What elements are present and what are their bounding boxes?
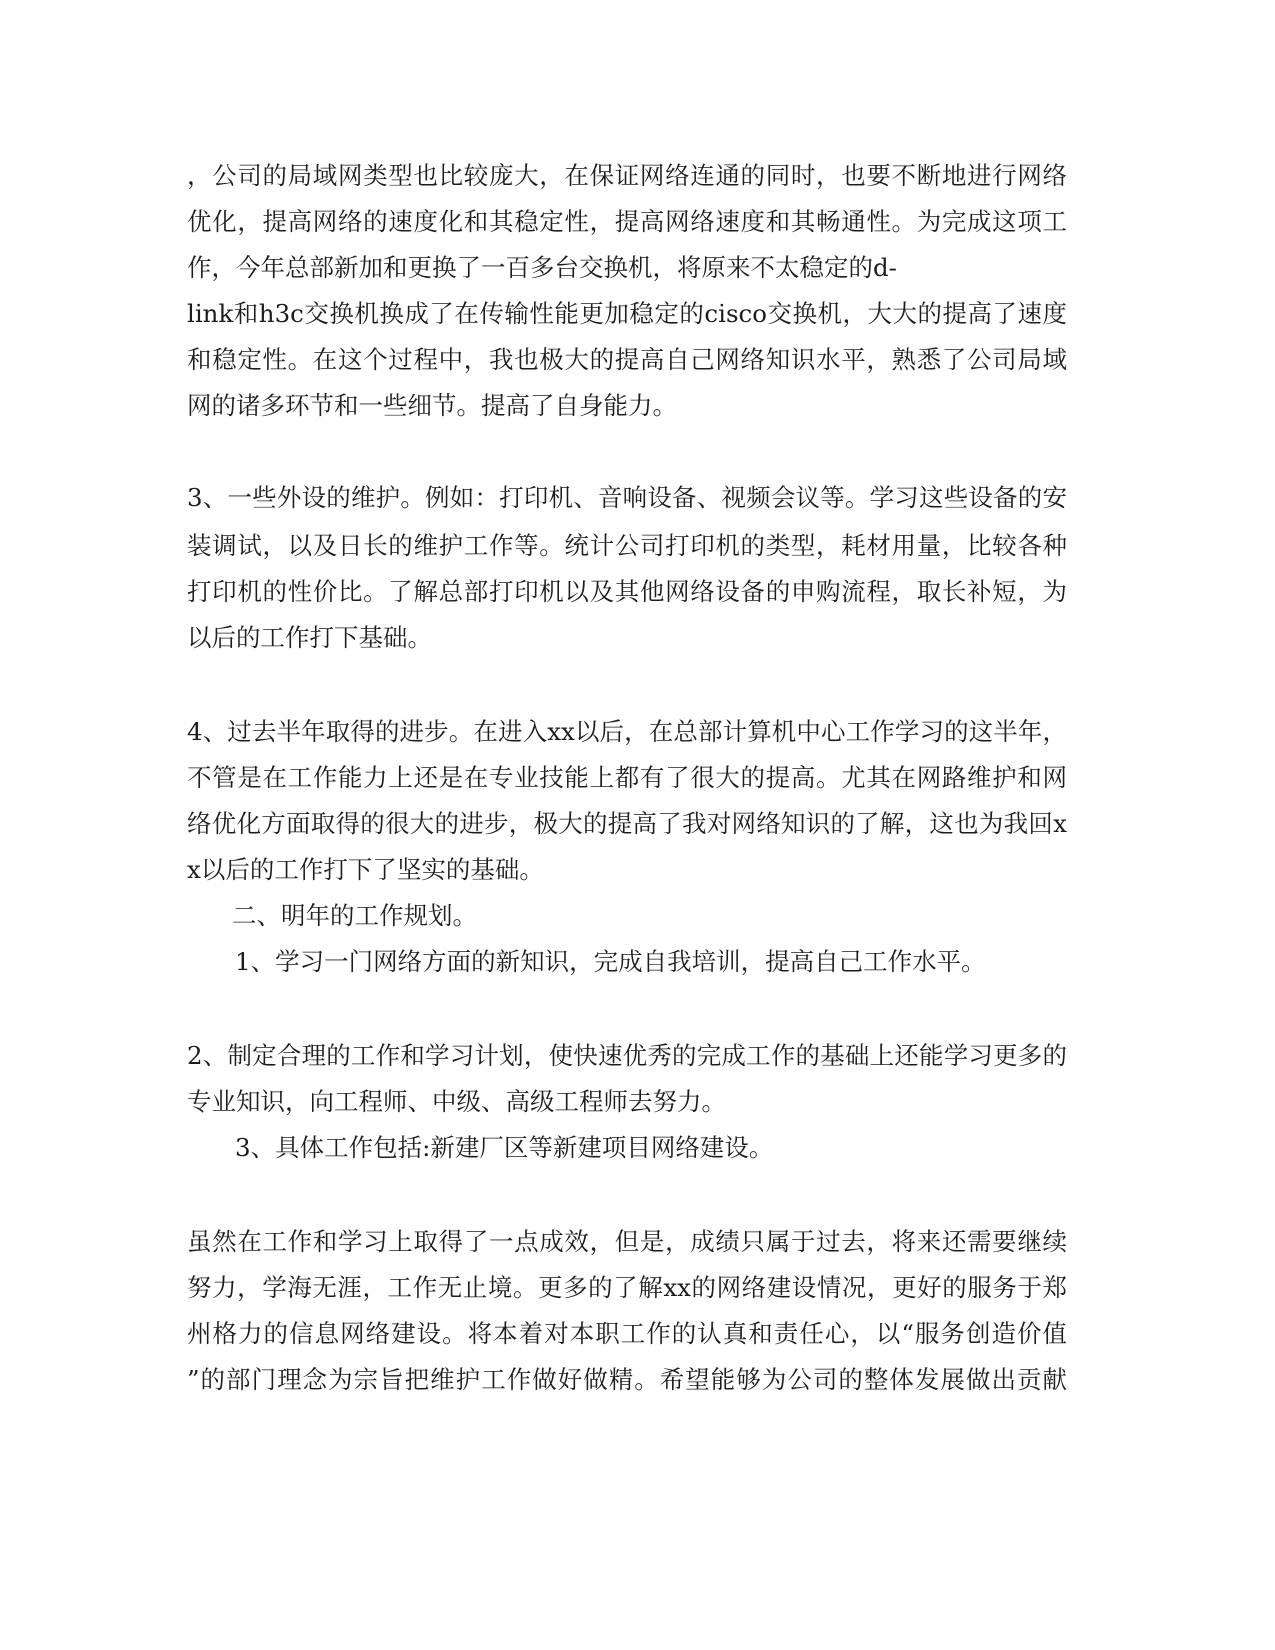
paragraph-line: ”的部门理念为宗旨把维护工作做好做精。希望能够为公司的整体发展做出贡献 — [187, 1365, 1067, 1394]
section-heading: 二、明年的工作规划。 — [232, 901, 477, 930]
paragraph-line: 2、制定合理的工作和学习计划，使快速优秀的完成工作的基础上还能学习更多的 — [187, 1041, 1067, 1070]
paragraph-line: 装调试，以及日长的维护工作等。统计公司打印机的类型，耗材用量，比较各种 — [187, 531, 1067, 560]
paragraph-line: 作，今年总部新加和更换了一百多台交换机，将原来不太稳定的d- — [187, 253, 897, 282]
paragraph-line: 打印机的性价比。了解总部打印机以及其他网络设备的申购流程，取长补短，为 — [187, 577, 1067, 606]
paragraph-line: 和稳定性。在这个过程中，我也极大的提高自己网络知识水平，熟悉了公司局域 — [187, 345, 1067, 374]
paragraph-line: 州格力的信息网络建设。将本着对本职工作的认真和责任心，以“服务创造价值 — [187, 1319, 1067, 1348]
paragraph-line: 络优化方面取得的很大的进步，极大的提高了我对网络知识的了解，这也为我回x — [187, 809, 1067, 838]
paragraph-line: 4、过去半年取得的进步。在进入xx以后，在总部计算机中心工作学习的这半年， — [187, 717, 1067, 746]
paragraph-line: 虽然在工作和学习上取得了一点成效，但是，成绩只属于过去，将来还需要继续 — [187, 1227, 1067, 1256]
paragraph-line: 不管是在工作能力上还是在专业技能上都有了很大的提高。尤其在网路维护和网 — [187, 763, 1067, 792]
paragraph-line: ，公司的局域网类型也比较庞大，在保证网络连通的同时，也要不断地进行网络 — [187, 161, 1067, 190]
paragraph-line: 1、学习一门网络方面的新知识，完成自我培训，提高自己工作水平。 — [235, 947, 986, 976]
paragraph-line: 以后的工作打下基础。 — [187, 623, 432, 652]
paragraph-line: 努力，学海无涯，工作无止境。更多的了解xx的网络建设情况，更好的服务于郑 — [187, 1273, 1067, 1302]
paragraph-line: 专业知识，向工程师、中级、高级工程师去努力。 — [187, 1087, 726, 1116]
paragraph-line: 优化，提高网络的速度化和其稳定性，提高网络速度和其畅通性。为完成这项工 — [187, 207, 1067, 236]
paragraph-line: x以后的工作打下了坚实的基础。 — [187, 855, 544, 884]
paragraph-line: 3、一些外设的维护。例如：打印机、音响设备、视频会议等。学习这些设备的安 — [187, 483, 1067, 512]
paragraph-line: 3、具体工作包括:新建厂区等新建项目网络建设。 — [235, 1133, 774, 1162]
paragraph-line: link和h3c交换机换成了在传输性能更加稳定的cisco交换机，大大的提高了速度 — [187, 299, 1067, 328]
paragraph-line: 网的诸多环节和一些细节。提高了自身能力。 — [187, 391, 677, 420]
